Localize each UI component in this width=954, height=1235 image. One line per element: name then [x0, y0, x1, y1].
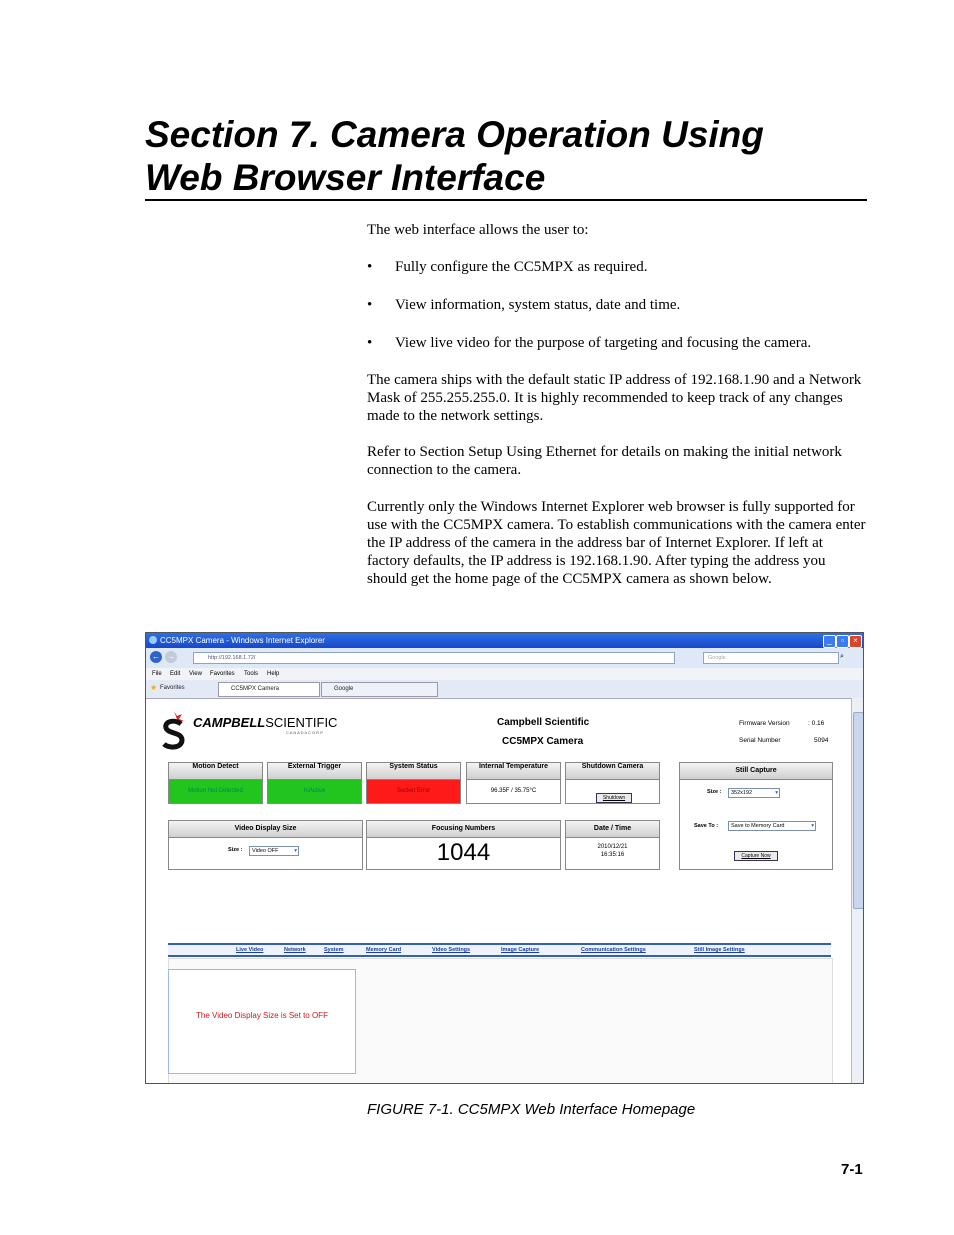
- back-icon: ←: [152, 652, 160, 661]
- scrollbar: [851, 698, 864, 1083]
- date-value: 2010/12/21: [597, 844, 628, 850]
- motion-status: [168, 779, 263, 804]
- minimize-icon: _: [823, 635, 836, 648]
- favorites-label: Favorites: [160, 685, 185, 691]
- figure-caption: FIGURE 7-1. CC5MPX Web Interface Homepage: [367, 1101, 696, 1118]
- menu-tools: Tools: [244, 671, 259, 677]
- trigger-title-text: External Trigger: [287, 763, 342, 770]
- shutdown-title: [565, 762, 660, 780]
- system-status-title: [366, 762, 461, 780]
- motion-status-text: Motion Not Detected: [188, 788, 243, 794]
- menu-edit: Edit: [170, 671, 181, 677]
- shutdown-title-text: Shutdown Camera: [581, 763, 644, 770]
- menu-file: File: [152, 671, 162, 677]
- firmware-value: : 0.16: [808, 720, 825, 727]
- address-input: [193, 652, 675, 664]
- save-to-select: [728, 821, 816, 831]
- nav-network: Network: [284, 947, 306, 953]
- close-icon: ×: [849, 635, 862, 648]
- date-time-title: [565, 820, 660, 838]
- motion-detect-title: [168, 762, 263, 780]
- scrollbar-thumb: [853, 712, 864, 909]
- logo-s-icon: [161, 710, 188, 750]
- menu-bar: [146, 668, 863, 680]
- maximize-icon: ▫: [836, 635, 849, 648]
- save-to-value: Save to Memory Card: [731, 823, 785, 829]
- search-icon: ⌕: [840, 653, 844, 660]
- section-heading-line2: Web Browser Interface: [145, 157, 546, 198]
- internal-temp-title: [466, 762, 561, 780]
- save-to-label: Save To :: [694, 823, 719, 829]
- firmware-label: Firmware Version: [739, 720, 790, 727]
- temp-title-text: Internal Temperature: [478, 763, 549, 770]
- video-size-value: Video OFF: [252, 848, 279, 854]
- nav-bar: [168, 943, 831, 957]
- page-content: [146, 698, 851, 1083]
- campbell-logo: [161, 710, 188, 750]
- ie-title-bar: [146, 633, 863, 648]
- company-name: Campbell Scientific: [497, 717, 590, 728]
- menu-help: Help: [267, 671, 280, 677]
- system-status-text: Socket Error: [396, 788, 431, 794]
- bullet-item: • Fully configure the CC5MPX as required.: [367, 259, 648, 275]
- nav-still-image-settings: Still Image Settings: [694, 947, 745, 953]
- chevron-down-icon: ▾: [775, 790, 778, 796]
- shutdown-button: Shutdown: [596, 793, 632, 803]
- menu-view: View: [189, 671, 202, 677]
- tab-bar: [146, 680, 863, 699]
- nav-video-settings: Video Settings: [432, 947, 471, 953]
- focus-title-text: Focusing Numbers: [431, 825, 496, 832]
- trigger-status-text: InActive: [303, 788, 326, 794]
- video-size-title: [168, 820, 363, 838]
- paragraph-browser: Currently only the Windows Internet Explorer web browser is fully supported for use with the CC5MPX camera. To establish communications with the camera enter the IP address of the camera in the address bar of Internet Explorer. If left at factory defaults, the IP address is 192.168.1.90. After typing the address you should get the home page of the CC5MPX camera as shown below.: [367, 499, 866, 587]
- logo-sub: C A N A D A C O R P.: [286, 730, 324, 735]
- tab-camera-label: CC5MPX Camera: [231, 686, 280, 692]
- external-trigger-title: [267, 762, 362, 780]
- ie-icon: [149, 636, 157, 644]
- nav-system: System: [324, 947, 344, 953]
- browser-tab-google: [321, 682, 438, 697]
- window-title: CC5MPX Camera - Windows Internet Explorer: [160, 636, 325, 645]
- paragraph-refer: Refer to Section Setup Using Ethernet for details on making the initial network connection to the camera.: [367, 444, 842, 478]
- browser-tab-camera: [218, 682, 320, 697]
- temp-value-text: 96.35F / 35.75°C: [490, 788, 537, 794]
- chevron-down-icon: ▾: [294, 848, 297, 854]
- page-number: 7-1: [841, 1161, 863, 1178]
- address-bar-area: [146, 648, 863, 668]
- capture-now-button: Capture Now: [734, 851, 778, 861]
- time-value: 16:35:16: [600, 852, 625, 858]
- still-size-select: [728, 788, 780, 798]
- still-capture-title: [679, 762, 833, 780]
- bullet-text: Fully configure the CC5MPX as required.: [395, 259, 648, 275]
- section-heading-line1: Section 7. Camera Operation Using: [145, 114, 764, 155]
- bullet-text: View information, system status, date and time.: [395, 297, 681, 313]
- video-size-label: Size :: [228, 847, 243, 853]
- paragraph-ip: The camera ships with the default static IP address of 192.168.1.90 and a Network Mask of 255.255.255.0. It is highly recommended to keep track of any changes made to the network settings.: [367, 372, 862, 424]
- serial-label: Serial Number: [739, 737, 781, 744]
- still-title-text: Still Capture: [735, 767, 777, 774]
- video-off-message: The Video Display Size is Set to OFF: [196, 1011, 328, 1020]
- nav-communication-settings: Communication Settings: [581, 947, 646, 953]
- motion-title-text: Motion Detect: [192, 763, 239, 770]
- product-name: CC5MPX Camera: [502, 736, 584, 747]
- intro-text: The web interface allows the user to:: [367, 222, 589, 238]
- bullet-text: View live video for the purpose of targeting and focusing the camera.: [395, 335, 812, 351]
- still-size-value: 352x192: [731, 790, 753, 796]
- search-input: [703, 652, 839, 664]
- trigger-status: [267, 779, 362, 804]
- focus-title: [366, 820, 561, 838]
- logo-light: SCIENTIFIC: [265, 715, 338, 730]
- bullet-item: • View information, system status, date and time.: [367, 297, 681, 313]
- heading-rule: [145, 199, 867, 201]
- chevron-down-icon: ▾: [811, 823, 814, 829]
- video-off-panel: [168, 969, 356, 1074]
- focus-value: 1044: [436, 839, 491, 866]
- internal-temp: [466, 779, 561, 804]
- nav-image-capture: Image Capture: [501, 947, 540, 953]
- search-placeholder: Google: [708, 655, 726, 661]
- favorites-star-icon: ★: [150, 683, 158, 692]
- forward-icon: →: [167, 652, 175, 661]
- nav-live-video: Live Video: [236, 947, 264, 953]
- tab-google-label: Google: [334, 686, 354, 692]
- menu-favorites: Favorites: [210, 671, 235, 677]
- system-title-text: System Status: [389, 763, 438, 770]
- system-status: [366, 779, 461, 804]
- nav-memory-card: Memory Card: [366, 947, 402, 953]
- figure-screenshot: [145, 632, 864, 1084]
- logo-bold: CAMPBELL: [193, 715, 266, 730]
- bullet-item: • View live video for the purpose of targeting and focusing the camera.: [367, 335, 812, 351]
- address-text: http://192.168.1.72/: [208, 655, 256, 661]
- serial-value: 5094: [814, 737, 829, 744]
- logo-wordmark: [193, 715, 337, 730]
- still-size-label: Size :: [707, 789, 722, 795]
- video-size-select: [249, 846, 299, 856]
- video-title-text: Video Display Size: [234, 825, 297, 832]
- date-title-text: Date / Time: [593, 825, 632, 832]
